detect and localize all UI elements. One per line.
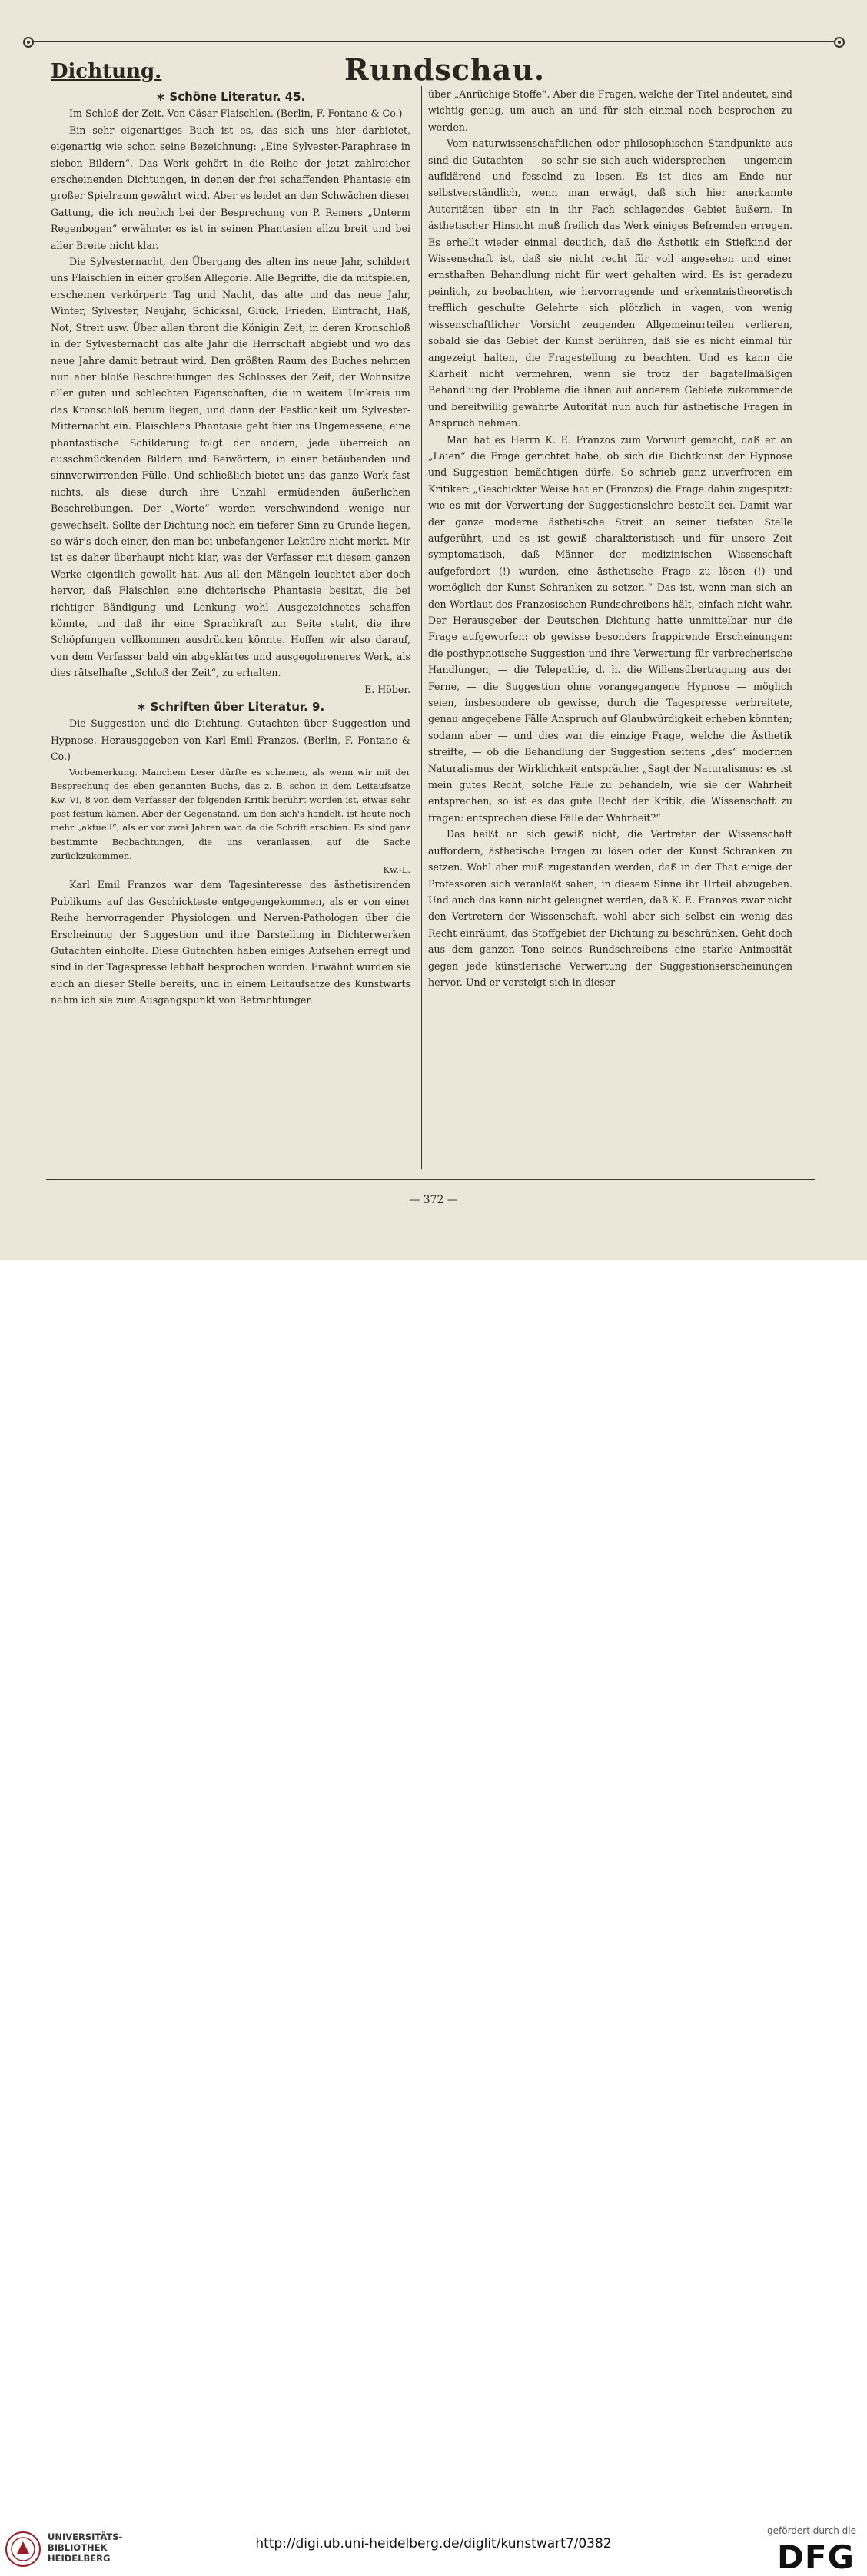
paragraph: Vom naturwissenschaftlichen oder philosophischen Standpunkte aus sind die Gutachten — so sehr sie sich auch widersprechen — ungemein aufklärend und fesselnd zu lesen. Es ist dies am Ende nur selbstverständlich, wenn man erwägt, daß sich hier anerkannte Autoritäten über ein in ihr Fach schlagendes Gebiet äußern. In ästhetischer Hinsicht muß freilich das Werk einiges Befremden erregen. Es erhellt wieder einmal deutlich, daß die Ästhetik ein Stiefkind der Wissenschaft ist, daß sie nicht recht für voll angesehen und einer ernsthaften Behandlung nicht für wert gehalten wird. Es ist geradezu peinlich, zu beobachten, wie hervorragende und erkenntnistheoretisch trefflich geschulte Gelehrte sich plötzlich in vagen, von wenig wissenschaftlicher Vorsicht zeugenden Allgemeinurteilen verlieren, sobald sie das Gebiet der Kunst berühren, daß sie es nicht einmal für angezeigt halten, die Fragestellung zu beachten. Und es kann die Klarheit nicht vermehren, wenn sie trotz der bagatellmäßigen Behandlung der Probleme die ihnen auf anderem Gebiete zukommende und bereitwillig gewährte Autorität nun auch für ästhetische Fragen in Anspruch nehmen.	[428, 138, 792, 429]
right-column	[428, 86, 792, 990]
section-title-schriften-ueber-literatur: ∗ Schriften über Literatur. 9.	[136, 700, 325, 714]
ornament-right-icon	[834, 37, 845, 48]
paragraph: Das heißt an sich gewiß nicht, die Vertreter der Wissenschaft auffordern, ästhetische Fragen zu lösen oder der Kunst Schranken zu setzen. Wohl aber muß zugestanden werden, daß in der That einige der Professoren sich veranlaßt sahen, in diesem Sinne ihr Urteil abzugeben. Und auch das kann nicht geleugnet werden, daß K. E. Franzos zwar nicht den Vertretern der Wissenschaft, wohl aber sich selbst ein wenig das Recht einräumt, das Stoffgebiet der Dichtung zu beschränken. Geht doch aus dem ganzen Tone seines Rundschreibens eine starke Animosität gegen jede künstlerische Verwertung der Suggestionserscheinungen hervor. Und er versteigt sich in dieser	[428, 828, 792, 988]
review-subject: Im Schloß der Zeit. Von Cäsar Flaischlen. (Berlin, F. Fontane & Co.)	[69, 108, 403, 120]
paragraph: Die Sylvesternacht, den Übergang des alten ins neue Jahr, schildert uns Flaischlen in einer großen Allegorie. Alle Begriffe, die da mitspielen, erscheinen verkörpert: Tag und Nacht, das alte und das neue Jahr, Winter, Sylvester, Neujahr, Schicksal, Glück, Frieden, Eintracht, Haß, Not, Streit usw. Über allen thront die Königin Zeit, in deren Kronschloß in der Sylvesternacht das alte Jahr die Herrschaft abgiebt und wo das neue Jahre damit betraut wird. Den größten Raum des Buches nehmen nun aber bloße Beschreibungen des Schlosses der Zeit, der Wohnsitze aller guten und schlechten Eigenschaften, die in weitem Umkreis um das Kronschloß herum liegen, und dann der Festlichkeit um Sylvester-Mitternacht ein. Flaischlens Phantasie geht hier ins Ungemessene; eine phantastische Schilderung folgt der andern, jede überreich an ausschmückenden Bildern und Beiwörtern, in einer betäubenden und sinnverwirrenden Fülle. Und schließlich bietet uns das ganze Werk fast nichts, als diese durch ihre Unzahl ermüdenden äußerlichen Beschreibungen. Der „Worte“ werden verschwindend wenige nur gewechselt. Sollte der Dichtung noch ein tieferer Sinn zu Grunde liegen, so wär's doch einer, den man bei unbefangener Lektüre nicht merkt. Mir ist es daher überhaupt nicht klar, was der Verfasser mit diesem ganzen Werke eigentlich gewollt hat. Aus all den Mängeln leuchtet aber doch hervor, daß Flaischlen eine dichterische Phantasie besitzt, die bei richtiger Bändigung und Lenkung wohl Ausgezeichnetes schaffen könnte, und daß ihr eine Sprachkraft zur Seite steht, die ihre Schöpfungen vollkommen ausdrücken könnte. Hoffen wir also darauf, von dem Verfasser bald ein abgeklärtes und ausgegohreneres Werk, als dies rätselhafte „Schloß der Zeit“, zu erhalten.	[51, 256, 410, 679]
left-column	[51, 88, 410, 1009]
paragraph: Man hat es Herrn K. E. Franzos zum Vorwurf gemacht, daß er an „Laien“ die Frage gerichtet habe, ob sich die Dichtkunst der Hypnose und Suggestion bemächtigen dürfe. So schrieb ganz unverfroren ein Kritiker: „Geschickter Weise hat er (Franzos) die Frage dahin zugespitzt: wie es mit der Verwertung der Suggestionslehre bestellt sei. Damit war der ganze moderne ästhetische Streit an seiner tiefsten Stelle aufgerührt, und es ist gewiß charakteristisch und für unsere Zeit symptomatisch, daß Männer der medizinischen Wissenschaft aufgefordert (!) wurden, eine ästhetische Frage zu lösen (!) und womöglich der Kunst Schranken zu setzen.“ Das ist, wenn man sich an den Wortlaut des Franzosischen Rundschreibens hält, einfach nicht wahr. Der Herausgeber der Deutschen Dichtung hatte unmittelbar nur die Frage aufgeworfen: ob gewisse besonders frappirende Erscheinungen: die posthypnotische Suggestion und ihre Verwertung für verbrecherische Handlungen, — die Telepathie, d. h. die Willensübertragung aus der Ferne, — die Suggestion ohne vorangegangene Hypnose — möglich seien, insbesondere ob gewisse, durch die Tagespresse verbreitete, genau angegebene Fälle Anspruch auf Glaubwürdigkeit erheben könnten; sodann aber — und dies war die einzige Frage, welche die Ästhetik streifte, — ob die Behandlung der Suggestion seitens „des“ modernen Naturalismus der Wirklichkeit entspräche: „Sagt der Naturalismus: es ist mein gutes Recht, solche Fälle zu behandeln, wie sie der Wahrheit entsprechen, so ist es das gute Recht der Kritik, die Wissenschaft zu fragen: entsprechen diese Fälle der Wahrheit?“	[428, 433, 792, 824]
page-title: Rundschau.	[344, 52, 546, 87]
column-divider	[421, 86, 422, 1169]
library-name: UNIVERSITÄTS- BIBLIOTHEK HEIDELBERG	[48, 2531, 123, 2564]
editorial-signature: Kw.-L.	[383, 864, 410, 876]
review-subject: Die Suggestion und die Dichtung. Gutachten über Suggestion und Hypnose. Herausgegeben von Karl Emil Franzos. (Berlin, F. Fontane & Co.)	[51, 718, 410, 763]
section-title-schoene-literatur: ∗ Schöne Literatur. 45.	[155, 90, 306, 104]
bottom-rule	[46, 1179, 815, 1180]
paragraph: Karl Emil Franzos war dem Tagesinteresse des ästhetisirenden Publikums auf das Geschickteste entgegengekommen, als er von einer Reihe hervorragender Physiologen und Nerven-Pathologen über die Erscheinung der Suggestion und ihre Darstellung in Dichterwerken Gutachten einholte. Diese Gutachten haben einiges Aufsehen erregt und sind in der Tagespresse lebhaft besprochen worden. Erwähnt wurden sie auch an dieser Stelle bereits, und in einem Leitaufsatze des Kunstwarts nahm ich sie zum Ausgangspunkt von Betrachtungen	[51, 879, 410, 1006]
source-url-link[interactable]: http://digi.ub.uni-heidelberg.de/diglit/kunstwart7/0382	[255, 2536, 612, 2551]
editorial-note: Vorbemerkung. Manchem Leser dürfte es scheinen, als wenn wir mit der Besprechung des eben genannten Buchs, das z. B. schon in dem Leitaufsatze Kw. VI, 8 von dem Verfasser der folgenden Kritik berührt worden ist, etwas sehr post festum kämen. Aber der Gegenstand, um den sich's handelt, ist heute noch mehr „aktuell“, als er vor zwei Jahren war, da die Schrift erschien. Es sind ganz bestimmte Beobachtungen, die uns veranlassen, auf die Sache zurückzukommen.	[51, 766, 410, 861]
ornament-left-icon	[23, 37, 34, 48]
top-rule	[32, 41, 835, 42]
dfg-logo: DFG	[776, 2538, 855, 2576]
section-heading: Dichtung.	[51, 60, 162, 83]
paragraph: Ein sehr eigenartiges Buch ist es, das sich uns hier darbietet, eigenartig wie schon seine Bezeichnung: „Eine Sylvester-Paraphrase in sieben Bildern“. Das Werk gehört in die Reihe der jetzt zahlreicher erscheinenden Dichtungen, in denen der frei schaffenden Phantasie ein großer Spielraum gewährt wird. Aber es leidet an den Schwächen dieser Gattung, die ich neulich bei der Besprechung von P. Remers „Unterm Regenbogen“ erwähnte: es ist in seinen Phantasien allzu breit und bei aller Breite nicht klar.	[51, 124, 410, 251]
funding-caption: gefördert durch die	[767, 2525, 856, 2536]
author-signature: E. Höber.	[364, 683, 410, 695]
paragraph: über „Anrüchige Stoffe“. Aber die Fragen, welche der Titel andeutet, sind wichtig genug, um auch an und für sich einmal noch besprochen zu werden.	[428, 88, 792, 133]
scanned-page	[0, 0, 867, 1260]
viewer-footer	[0, 1260, 867, 2576]
page-number: — 372 —	[409, 1194, 458, 1206]
